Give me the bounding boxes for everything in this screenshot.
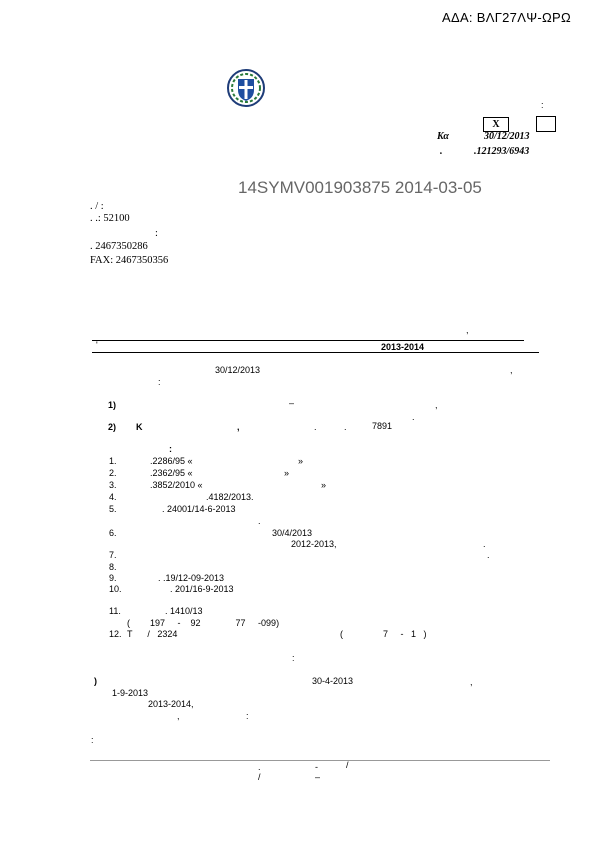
final-year: 2013-2014, bbox=[148, 699, 194, 709]
subject-year: 2013-2014 bbox=[381, 342, 425, 352]
references-heading: : bbox=[169, 444, 172, 454]
ref-2-number: 2. bbox=[109, 468, 117, 478]
ref-6-text: 30/4/2013 bbox=[272, 528, 313, 538]
footer-mark-2: - bbox=[315, 762, 318, 772]
protocol-prefix: . bbox=[440, 146, 443, 157]
ref-5-number: 5. bbox=[109, 504, 117, 514]
final-date-2: 1-9-2013 bbox=[112, 688, 149, 698]
colon-mark: : bbox=[541, 100, 544, 110]
item-2-value: 7891 bbox=[372, 421, 393, 431]
ref-9-text: . .19/12-09-2013 bbox=[158, 573, 225, 583]
ref-11-text: . 1410/13 bbox=[165, 606, 203, 616]
checkbox-marked: X bbox=[483, 117, 509, 132]
sender-phone: . 2467350286 bbox=[90, 241, 148, 252]
ref-8-number: 8. bbox=[109, 562, 117, 572]
item-1-number: 1) bbox=[108, 400, 117, 410]
ref-4-text: .4182/2013. bbox=[206, 492, 254, 502]
item-2-dot-2: . bbox=[344, 422, 347, 432]
sender-postal-code: . .: 52100 bbox=[90, 213, 130, 224]
item-1-dash: – bbox=[289, 398, 295, 408]
footer-mark-3: / bbox=[346, 760, 349, 770]
ref-12-tail: ( 7 - 1 ) bbox=[340, 629, 427, 639]
sender-line-1: . / : bbox=[90, 201, 104, 212]
item-2-dot-1: . bbox=[314, 422, 317, 432]
ref-9-number: 9. bbox=[109, 573, 117, 583]
date-prefix: Κα bbox=[437, 131, 449, 142]
item-2-comma: , bbox=[237, 422, 240, 432]
sender-fax: FAX: 2467350356 bbox=[90, 255, 169, 266]
item-2-k: Κ bbox=[136, 422, 143, 432]
ref-3-number: 3. bbox=[109, 480, 117, 490]
greek-coat-of-arms-icon bbox=[226, 68, 266, 108]
footer-rule bbox=[90, 760, 550, 761]
ref-6-dot: . bbox=[483, 539, 486, 549]
intro-comma: , bbox=[510, 365, 513, 375]
final-comma: , bbox=[470, 677, 473, 687]
ref-6-year: 2012-2013, bbox=[291, 539, 337, 549]
ref-11-number: 11. bbox=[109, 606, 121, 616]
subject-rule-top bbox=[92, 340, 524, 341]
ref-6-number: 6. bbox=[109, 528, 117, 538]
final-colon-2: : bbox=[91, 735, 94, 745]
ref-3-text: .3852/2010 « bbox=[150, 480, 203, 490]
ref-10-number: 10. bbox=[109, 584, 122, 594]
subject-comma: , bbox=[466, 325, 469, 335]
subject-rule-bottom bbox=[92, 352, 539, 353]
sender-line-3: : bbox=[155, 228, 158, 239]
subject-mark: ' bbox=[96, 340, 98, 350]
ref-7-dot: . bbox=[487, 550, 490, 560]
ref-12-number: 12. bbox=[109, 629, 122, 639]
final-comma-2: , bbox=[177, 711, 180, 721]
registry-stamp: 14SYMV001903875 2014-03-05 bbox=[238, 178, 482, 197]
ref-12-text: Τ / 2324 bbox=[127, 629, 178, 639]
ref-1-tail: » bbox=[298, 456, 304, 466]
intro-date: 30/12/2013 bbox=[215, 365, 261, 375]
ref-7-number: 7. bbox=[109, 550, 117, 560]
ref-2-text: .2362/95 « bbox=[150, 468, 193, 478]
item-1-comma: , bbox=[435, 400, 438, 410]
ref-4-number: 4. bbox=[109, 492, 117, 502]
final-mark: ) bbox=[94, 676, 97, 686]
ref-1-text: .2286/95 « bbox=[150, 456, 193, 466]
protocol-number: .121293/6943 bbox=[474, 146, 530, 157]
item-1-dot: . bbox=[412, 412, 415, 422]
document-date: 30/12/2013 bbox=[484, 131, 530, 142]
ada-code: ΑΔΑ: ΒΛΓ27ΛΨ-ΩΡΩ bbox=[441, 10, 571, 25]
final-colon: : bbox=[246, 711, 249, 721]
ref-11-detail: ( 197 - 92 77 -099) bbox=[127, 618, 280, 628]
footer-mark-1: . bbox=[258, 762, 261, 772]
ref-3-tail: » bbox=[321, 480, 327, 490]
final-date: 30-4-2013 bbox=[312, 676, 354, 686]
item-2-number: 2) bbox=[108, 422, 117, 432]
ref-5-text: . 24001/14-6-2013 bbox=[162, 504, 236, 514]
footer-mark-5: – bbox=[315, 772, 321, 782]
checkbox-empty bbox=[536, 116, 556, 132]
ref-10-text: . 201/16-9-2013 bbox=[170, 584, 234, 594]
ref-2-tail: » bbox=[284, 468, 290, 478]
ref-1-number: 1. bbox=[109, 456, 117, 466]
ref-5-dot: . bbox=[258, 516, 261, 526]
intro-colon: : bbox=[158, 377, 161, 387]
footer-mark-4: / bbox=[258, 772, 261, 782]
decision-colon: : bbox=[292, 653, 295, 663]
